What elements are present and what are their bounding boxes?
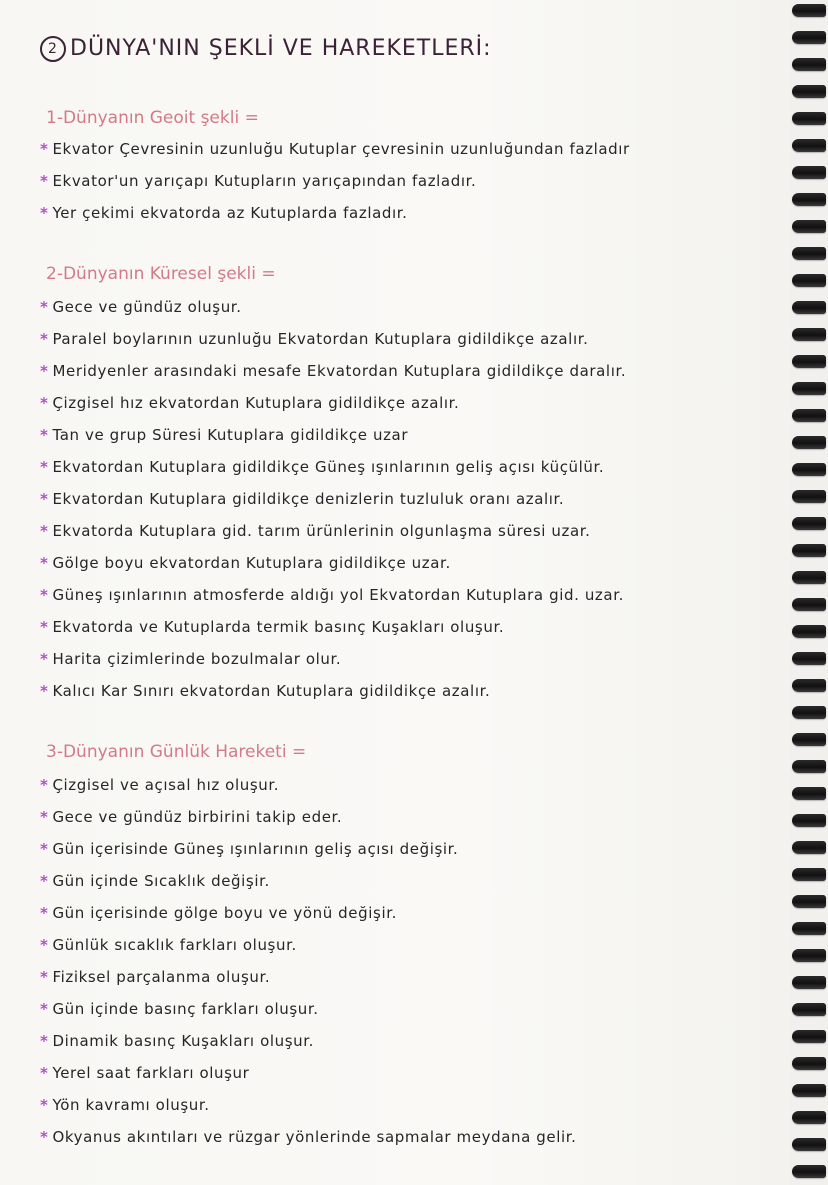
bullet-star-icon: * <box>40 872 49 890</box>
bullet-star-icon: * <box>40 682 49 700</box>
spiral-coil <box>792 436 826 449</box>
section-1-item: * Ekvator Çevresinin uzunluğu Kutuplar çevresinin uzunluğundan fazladır <box>40 140 630 158</box>
bullet-star-icon: * <box>40 554 49 572</box>
section-2-heading: 2-Dünyanın Küresel şekli = <box>46 264 276 284</box>
spiral-coil <box>792 193 826 206</box>
spiral-coil <box>792 1057 826 1070</box>
notebook-spiral-binding <box>790 0 828 1185</box>
page-title <box>40 36 492 62</box>
spiral-coil <box>792 31 826 44</box>
spiral-coil <box>792 544 826 557</box>
spiral-coil <box>792 490 826 503</box>
bullet-star-icon: * <box>40 330 49 348</box>
spiral-coil <box>792 841 826 854</box>
section-2-item: * Gölge boyu ekvatordan Kutuplara gidildikçe uzar. <box>40 554 451 572</box>
spiral-coil <box>792 1111 826 1124</box>
spiral-coil <box>792 760 826 773</box>
bullet-star-icon: * <box>40 586 49 604</box>
section-2-item: * Paralel boylarının uzunluğu Ekvatordan Kutuplara gidildikçe azalır. <box>40 330 589 348</box>
spiral-coil <box>792 1003 826 1016</box>
section-1-item: * Ekvator'un yarıçapı Kutupların yarıçapından fazladır. <box>40 172 477 190</box>
spiral-coil <box>792 706 826 719</box>
section-3-heading: 3-Dünyanın Günlük Hareketi = <box>46 742 307 762</box>
section-3-item: * Fiziksel parçalanma oluşur. <box>40 968 271 986</box>
bullet-star-icon: * <box>40 394 49 412</box>
spiral-coil <box>792 220 826 233</box>
spiral-coil <box>792 1030 826 1043</box>
spiral-coil <box>792 733 826 746</box>
bullet-star-icon: * <box>40 618 49 636</box>
spiral-coil <box>792 166 826 179</box>
bullet-star-icon: * <box>40 140 49 158</box>
bullet-star-icon: * <box>40 1128 49 1146</box>
bullet-star-icon: * <box>40 776 49 794</box>
section-1-heading: 1-Dünyanın Geoit şekli = <box>46 108 259 128</box>
spiral-coil <box>792 328 826 341</box>
bullet-star-icon: * <box>40 936 49 954</box>
bullet-star-icon: * <box>40 204 49 222</box>
section-3-item: * Gün içerisinde gölge boyu ve yönü değişir. <box>40 904 397 922</box>
spiral-coil <box>792 1084 826 1097</box>
section-2-item: * Tan ve grup Süresi Kutuplara gidildikçe uzar <box>40 426 409 444</box>
section-2-item: * Ekvatordan Kutuplara gidildikçe denizlerin tuzluluk oranı azalır. <box>40 490 565 508</box>
bullet-star-icon: * <box>40 172 49 190</box>
section-2-item: * Kalıcı Kar Sınırı ekvatordan Kutuplara gidildikçe azalır. <box>40 682 491 700</box>
spiral-coil <box>792 409 826 422</box>
section-2-item: * Çizgisel hız ekvatordan Kutuplara gidildikçe azalır. <box>40 394 460 412</box>
bullet-star-icon: * <box>40 808 49 826</box>
bullet-star-icon: * <box>40 362 49 380</box>
section-3-item: * Gece ve gündüz birbirini takip eder. <box>40 808 343 826</box>
spiral-coil <box>792 58 826 71</box>
section-3-item: * Gün içinde basınç farkları oluşur. <box>40 1000 319 1018</box>
spiral-coil <box>792 1138 826 1151</box>
spiral-coil <box>792 571 826 584</box>
section-3-item: * Yerel saat farkları oluşur <box>40 1064 250 1082</box>
spiral-coil <box>792 598 826 611</box>
spiral-coil <box>792 652 826 665</box>
section-2-item: * Gece ve gündüz oluşur. <box>40 298 242 316</box>
bullet-star-icon: * <box>40 904 49 922</box>
section-2-item: * Ekvatorda ve Kutuplarda termik basınç Kuşakları oluşur. <box>40 618 505 636</box>
section-3-item: * Okyanus akıntıları ve rüzgar yönlerinde sapmalar meydana gelir. <box>40 1128 577 1146</box>
spiral-coil <box>792 787 826 800</box>
spiral-coil <box>792 679 826 692</box>
bullet-star-icon: * <box>40 522 49 540</box>
bullet-star-icon: * <box>40 298 49 316</box>
section-2-item: * Harita çizimlerinde bozulmalar olur. <box>40 650 342 668</box>
bullet-star-icon: * <box>40 426 49 444</box>
bullet-star-icon: * <box>40 1096 49 1114</box>
section-3-item: * Dinamik basınç Kuşakları oluşur. <box>40 1032 315 1050</box>
spiral-coil <box>792 868 826 881</box>
spiral-coil <box>792 4 826 17</box>
section-2-item: * Ekvatordan Kutuplara gidildikçe Güneş ışınlarının geliş açısı küçülür. <box>40 458 605 476</box>
section-number-badge: 2 <box>40 36 66 62</box>
section-3-item: * Çizgisel ve açısal hız oluşur. <box>40 776 280 794</box>
spiral-coil <box>792 382 826 395</box>
bullet-star-icon: * <box>40 1064 49 1082</box>
spiral-coil <box>792 139 826 152</box>
spiral-coil <box>792 1165 826 1178</box>
section-1-item: * Yer çekimi ekvatorda az Kutuplarda fazladır. <box>40 204 408 222</box>
spiral-coil <box>792 85 826 98</box>
spiral-coil <box>792 976 826 989</box>
section-3-item: * Gün içerisinde Güneş ışınlarının geliş açısı değişir. <box>40 840 459 858</box>
spiral-coil <box>792 463 826 476</box>
bullet-star-icon: * <box>40 840 49 858</box>
section-3-item: * Yön kavramı oluşur. <box>40 1096 210 1114</box>
spiral-coil <box>792 625 826 638</box>
spiral-coil <box>792 814 826 827</box>
spiral-coil <box>792 895 826 908</box>
spiral-coil <box>792 301 826 314</box>
bullet-star-icon: * <box>40 968 49 986</box>
section-3-item: * Gün içinde Sıcaklık değişir. <box>40 872 270 890</box>
section-2-item: * Meridyenler arasındaki mesafe Ekvatordan Kutuplara gidildikçe daralır. <box>40 362 627 380</box>
page-title-text: DÜNYA'NIN ŞEKLİ VE HAREKETLERİ: <box>70 36 492 61</box>
spiral-coil <box>792 112 826 125</box>
section-2-item: * Ekvatorda Kutuplara gid. tarım ürünlerinin olgunlaşma süresi uzar. <box>40 522 591 540</box>
spiral-coil <box>792 922 826 935</box>
section-2-item: * Güneş ışınlarının atmosferde aldığı yol Ekvatordan Kutuplara gid. uzar. <box>40 586 624 604</box>
bullet-star-icon: * <box>40 1000 49 1018</box>
bullet-star-icon: * <box>40 650 49 668</box>
bullet-star-icon: * <box>40 490 49 508</box>
spiral-coil <box>792 274 826 287</box>
spiral-coil <box>792 949 826 962</box>
bullet-star-icon: * <box>40 458 49 476</box>
spiral-coil <box>792 355 826 368</box>
bullet-star-icon: * <box>40 1032 49 1050</box>
section-3-item: * Günlük sıcaklık farkları oluşur. <box>40 936 297 954</box>
spiral-coil <box>792 517 826 530</box>
spiral-coil <box>792 247 826 260</box>
